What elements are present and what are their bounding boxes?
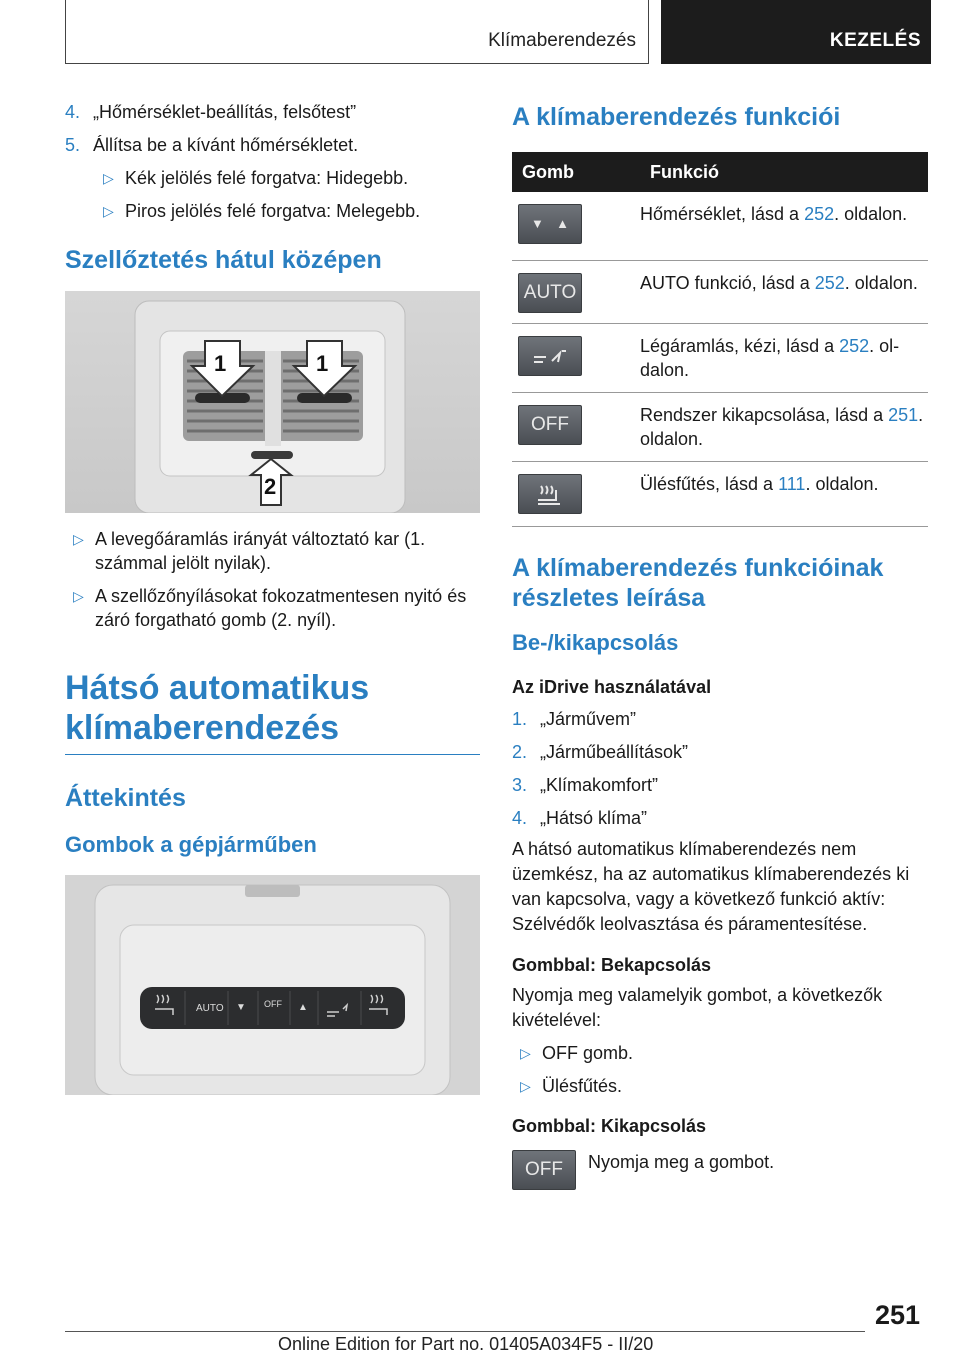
page-link[interactable]: 251 [888, 405, 919, 425]
step-text: „Hőmérséklet-beállítás, felsőtest” [93, 102, 357, 122]
triangle-bullet-icon: ▷ [520, 1078, 531, 1094]
button-off-heading: Gombbal: Kikapcsolás [512, 1116, 707, 1136]
seat-heating-icon [518, 474, 582, 514]
bullet-text: A levegőáramlás irányát változtató kar (1. számmal jelölt nyilak). [95, 529, 426, 573]
table-row [512, 324, 928, 393]
main-heading: Hátsó automatikus klímaberendezés [65, 668, 480, 755]
chapter-title: KEZELÉS [829, 30, 921, 51]
onoff-heading: Be-/kikapcsolás [512, 630, 679, 655]
rear-control-panel-photo [65, 875, 480, 1095]
list-item [95, 166, 480, 190]
page-link[interactable]: 252 [804, 204, 835, 224]
table-row [512, 261, 928, 324]
list-item: 3. „Klímakomfort” [512, 775, 659, 795]
triangle-bullet-icon: ▷ [73, 588, 84, 604]
panel-up-arrow-icon: ▲ [298, 1002, 308, 1013]
list-item: ▷ Ülésfűtés. [520, 1076, 623, 1096]
triangle-bullet-icon: ▷ [103, 170, 114, 186]
list-item [65, 100, 480, 124]
idrive-note: A hátsó automatikus klímaberendezés nem üzemkész, ha az automatikus klímaberendezés ki van kapcsolva, vagy a következő funkció aktív: Szélvédők leolvasztása és páramentesítése. [512, 839, 910, 934]
table-header-row [512, 152, 928, 192]
vent-label-2: 2 [264, 474, 277, 499]
chapter-tab [661, 0, 931, 64]
list-item: 2. „Járműbeállítások” [512, 742, 689, 762]
rear-vent-photo [65, 291, 480, 513]
table-row [512, 462, 928, 527]
panel-auto-label: AUTO [196, 1003, 224, 1014]
edition-footer: Online Edition for Part no. 01405A034F5 - II/20 [278, 1334, 654, 1354]
temperature-arrows-icon: ▼ ▲ [518, 204, 582, 244]
list-item [95, 199, 480, 223]
page-number: 251 [875, 1300, 921, 1330]
control-panel-illustration [65, 875, 480, 1095]
details-heading: A klímaberendezés funkcióinak részletes leírása [512, 554, 884, 612]
idrive-heading: Az iDrive használatával [512, 677, 712, 697]
triangle-bullet-icon: ▷ [73, 531, 84, 547]
overview-heading: Áttekintés [65, 784, 186, 812]
off-button-icon: OFF [518, 405, 582, 445]
column-header-button: Gomb [512, 152, 640, 192]
left-column [65, 100, 480, 1095]
bullet-text: Piros jelölés felé forgatva: Melegebb. [125, 201, 421, 221]
off-instruction [512, 1150, 928, 1194]
function-cell: Rendszer kikapcsolása, lásd a 251. oldalon. [640, 393, 928, 462]
bullet-text: A szellőzőnyílásokat fokozatmentesen nyitó és záró forgatható gomb (2. nyíl). [95, 586, 467, 630]
step-number: 5. [65, 135, 81, 155]
list-item: 1. „Járművem” [512, 709, 637, 729]
panel-off-label: OFF [264, 999, 282, 1009]
page-header [65, 0, 931, 66]
function-cell: Légáramlás, kézi, lásd a 252. oldalon. [640, 324, 928, 393]
list-item [65, 133, 480, 157]
buttons-heading: Gombok a gépjárműben [65, 832, 317, 857]
section-title: Klímaberendezés [488, 30, 636, 51]
function-cell: Hőmérséklet, lásd a 252. oldalon. [640, 192, 928, 261]
airflow-icon [518, 336, 582, 376]
table-row [512, 393, 928, 462]
page-link[interactable]: 111 [778, 474, 806, 494]
bullet-text: Kék jelölés felé forgatva: Hidegebb. [125, 168, 409, 188]
step-text: Állítsa be a kívánt hőmérsékletet. [93, 135, 359, 155]
list-item [65, 584, 480, 632]
list-item: 4. „Hátsó klíma” [512, 808, 648, 828]
vent-label-1b: 1 [316, 351, 329, 376]
off-button-icon: OFF [512, 1150, 576, 1190]
section-tab [65, 0, 649, 64]
page-link[interactable]: 252 [839, 336, 870, 356]
page-link[interactable]: 252 [814, 273, 845, 293]
section-heading: Szellőztetés hátul középen [65, 246, 382, 274]
function-cell: Ülésfűtés, lásd a 111. oldalon. [640, 462, 928, 527]
triangle-bullet-icon: ▷ [103, 203, 114, 219]
step-number: 4. [65, 102, 81, 122]
functions-heading: A klímaberendezés funkciói [512, 103, 841, 131]
footer-divider [65, 1331, 865, 1332]
panel-down-arrow-icon: ▼ [236, 1002, 246, 1013]
button-on-text: Nyomja meg valamelyik gombot, a következők kivételével: [512, 985, 883, 1030]
button-off-text: Nyomja meg a gombot. [588, 1152, 775, 1172]
functions-table [512, 152, 928, 527]
list-item [65, 527, 480, 575]
function-cell: AUTO funkció, lásd a 252. oldalon. [640, 261, 928, 324]
button-on-heading: Gombbal: Bekapcsolás [512, 955, 712, 975]
list-item: ▷ OFF gomb. [520, 1043, 634, 1063]
right-column [512, 100, 928, 1194]
triangle-bullet-icon: ▷ [520, 1045, 531, 1061]
vent-label-1a: 1 [214, 351, 227, 376]
auto-button-icon: AUTO [518, 273, 582, 313]
table-row [512, 192, 928, 261]
column-header-function: Funkció [640, 152, 928, 192]
